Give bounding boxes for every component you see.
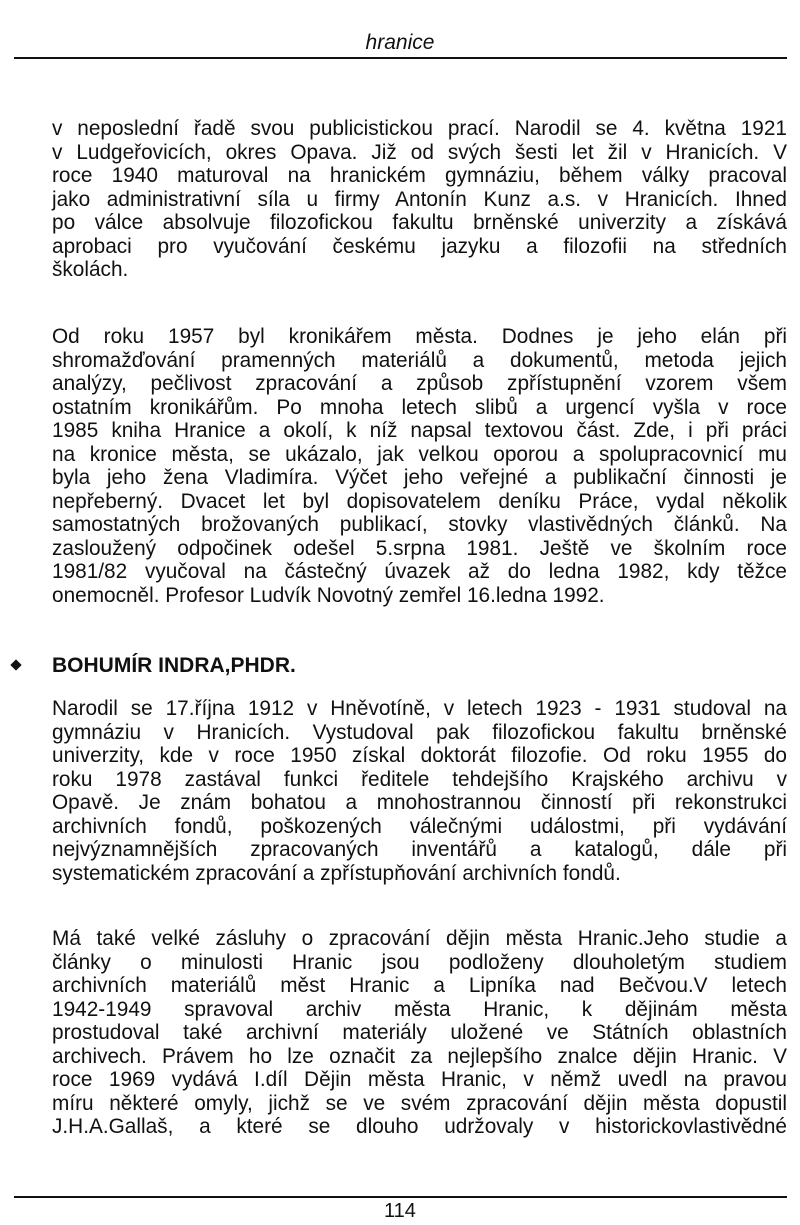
text-line: Od roku 1957 byl kronikářem města. Dodnes je jeho elán při [52, 325, 787, 348]
header-rule [14, 57, 787, 59]
text-line: 1985 kniha Hranice a okolí, k níž napsal textovou část. Zde, i při práci [52, 419, 787, 442]
text-line: zasloužený odpočinek odešel 5.srpna 1981. Ještě ve školním roce [52, 536, 787, 560]
text-line: archivních materiálů měst Hranic a Lipníka nad Bečvou.V letech [52, 974, 787, 997]
text-line: 1942-1949 spravoval archiv města Hranic, k dějinám města [52, 997, 787, 1021]
page-number: 114 [384, 1200, 416, 1222]
text-line: jako administrativní síla u firmy Antonín Kunz a.s. v Hranicích. Ihned [52, 187, 787, 211]
text-line: školách. [52, 258, 129, 281]
text-line: roce 1969 vydává I.díl Dějin města Hranic, v němž uvedl na pravou [52, 1068, 787, 1091]
text-line: Narodil se 17.října 1912 v Hněvotíně, v letech 1923 - 1931 studoval na [52, 697, 787, 720]
text-line: samostatných brožovaných publikací, stovky vlastivědných článků. Na [52, 513, 787, 536]
text-line: míru některé omyly, jichž se ve svém zpracování dějin města dopustil [52, 1091, 787, 1115]
text-line: archivech. Právem ho lze označit za nejlepšího znalce dějin Hranic. V [52, 1044, 787, 1068]
text-line: po válce absolvuje filozofickou fakultu brněnské univerzity a získává [52, 211, 787, 234]
text-line: roce 1940 maturoval na hranickém gymnáziu, během války pracoval [52, 164, 787, 187]
diamond-bullet-icon [10, 659, 21, 670]
text-line: Opavě. Je znám bohatou a mnohostrannou činností při rekonstrukci [52, 791, 787, 814]
text-line: byla jeho žena Vladimíra. Výčet jeho veřejné a publikační činnosti je [52, 466, 787, 489]
text-line: onemocněl. Profesor Ludvík Novotný zemřel 16.ledna 1992. [52, 583, 605, 607]
paragraph-2 [52, 325, 787, 607]
paragraph-3 [52, 697, 787, 885]
text-line: aprobaci pro vyučování českému jazyku a filozofii na středních [52, 234, 787, 258]
paragraph-1 [52, 117, 787, 282]
footer-rule [14, 1196, 787, 1198]
text-line: gymnáziu v Hranicích. Vystudoval pak filozofickou fakultu brněnské [52, 720, 787, 744]
section-heading: BOHUMÍR INDRA,PHDR. [52, 654, 296, 677]
paragraph-4 [52, 927, 787, 1139]
text-line: J.H.A.Gallaš, a které se dlouho udržovaly v historickovlastivědné [52, 1115, 787, 1138]
text-line: Má také velké zásluhy o zpracování dějin města Hranic.Jeho studie a [52, 927, 787, 950]
text-line: ostatním kronikářům. Po mnoha letech slibů a urgencí vyšla v roce [52, 395, 787, 419]
text-line: analýzy, pečlivost zpracování a způsob zpřístupnění vzorem všem [52, 372, 787, 395]
text-line: systematickém zpracování a zpřístupňování archivních fondů. [52, 861, 621, 885]
text-line: články o minulosti Hranic jsou podloženy dlouholetým studiem [52, 950, 787, 974]
text-line: univerzity, kde v roce 1950 získal doktorát filozofie. Od roku 1955 do [52, 744, 787, 767]
text-line: prostudoval také archivní materiály uložené ve Státních oblastních [52, 1021, 787, 1044]
text-line: 1981/82 vyučoval na částečný úvazek až do ledna 1982, kdy těžce [52, 560, 787, 583]
text-line: roku 1978 zastával funkci ředitele tehdejšího Krajského archivu v [52, 767, 787, 791]
text-line: v Ludgeřovicích, okres Opava. Již od svých šesti let žil v Hranicích. V [52, 140, 787, 164]
text-line: na kronice města, se ukázalo, jak velkou oporou a spolupracovnicí mu [52, 442, 787, 466]
text-line: shromažďování pramenných materiálů a dokumentů, metoda jejich [52, 348, 787, 372]
text-line: nepřeberný. Dvacet let byl dopisovatelem deníku Práce, vydal několik [52, 489, 787, 513]
running-header-title: hranice [365, 31, 435, 54]
text-line: archivních fondů, poškozených válečnými událostmi, při vydávání [52, 814, 787, 838]
text-line: v neposlední řadě svou publicistickou prací. Narodil se 4. května 1921 [52, 117, 787, 140]
text-line: nejvýznamnějších zpracovaných inventářů a katalogů, dále při [52, 838, 787, 861]
